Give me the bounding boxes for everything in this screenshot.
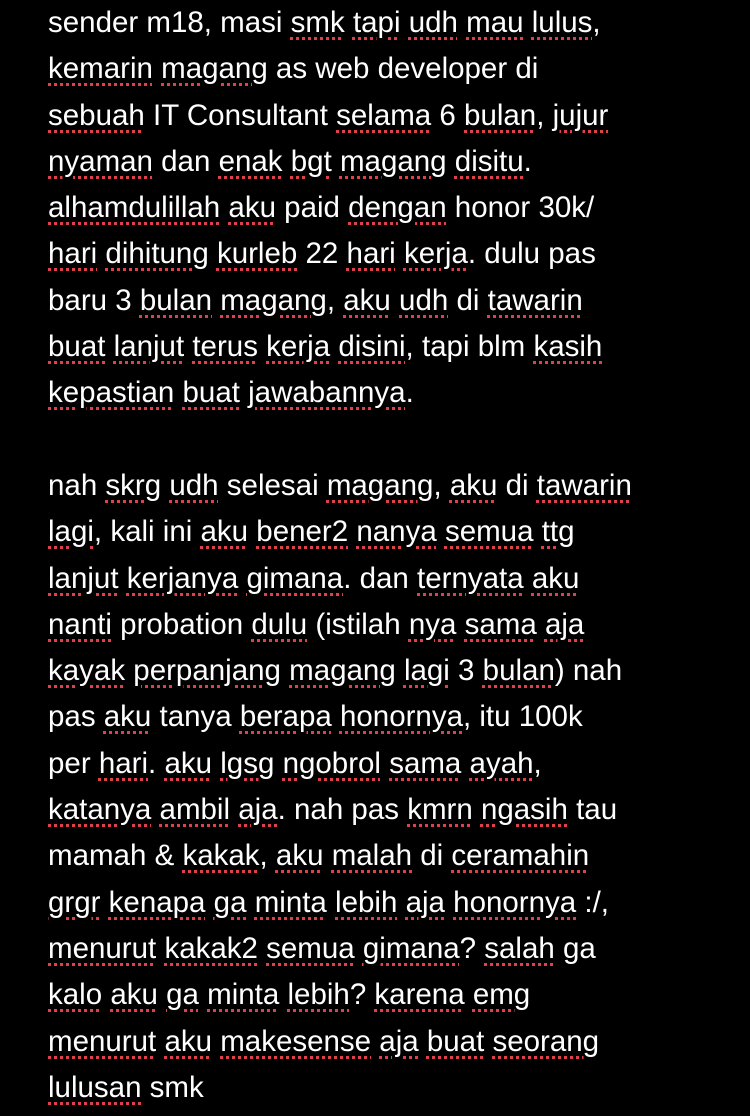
spellcheck-flagged-word: menurut xyxy=(48,1024,157,1058)
text-line xyxy=(48,139,728,185)
text-segment: per xyxy=(48,746,99,780)
spellcheck-flagged-word: minta xyxy=(254,885,327,919)
spellcheck-flagged-word: bgt xyxy=(290,144,332,178)
spellcheck-flagged-word: kalo xyxy=(48,978,103,1012)
spellcheck-flagged-word: bulan xyxy=(482,654,555,688)
spellcheck-flagged-word: kmrn xyxy=(407,793,473,827)
text-segment: . nah pas xyxy=(277,793,408,827)
spellcheck-flagged-word: lebih xyxy=(335,885,398,919)
text-segment: probation xyxy=(111,607,252,641)
text-segment: , xyxy=(433,468,450,502)
text-segment: 6 xyxy=(431,98,465,132)
spellcheck-flagged-word: emg xyxy=(472,978,531,1012)
text-segment xyxy=(100,886,108,919)
text-line xyxy=(48,46,728,92)
spellcheck-flagged-word: aku xyxy=(164,1024,213,1058)
text-segment xyxy=(283,145,291,178)
text-segment: ) nah xyxy=(554,654,623,688)
spellcheck-flagged-word: buat xyxy=(182,376,240,410)
spellcheck-flagged-word: kakak2 xyxy=(164,931,258,965)
spellcheck-flagged-word: berapa xyxy=(239,700,332,734)
text-line xyxy=(48,1019,728,1065)
spellcheck-flagged-word: kemarin xyxy=(48,52,153,86)
text-segment: smk xyxy=(141,1070,204,1104)
text-segment xyxy=(437,515,445,548)
spellcheck-flagged-word: aku xyxy=(110,978,158,1012)
text-segment xyxy=(396,654,404,687)
text-segment: ? xyxy=(459,931,485,965)
text-segment xyxy=(174,376,182,409)
text-segment: , kali ini xyxy=(93,515,201,549)
text-segment: . dulu pas xyxy=(467,237,596,271)
spellcheck-flagged-word: aja xyxy=(405,885,445,919)
spellcheck-flagged-word: tawarin xyxy=(536,468,632,502)
spellcheck-flagged-word: aku xyxy=(200,515,249,549)
spellcheck-flagged-word: lulus xyxy=(531,6,593,39)
text-line xyxy=(48,926,728,972)
spellcheck-flagged-word: perpanjang xyxy=(133,654,281,688)
text-segment xyxy=(105,330,113,363)
text-segment xyxy=(533,515,541,548)
text-segment: . xyxy=(405,376,414,410)
spellcheck-flagged-word: bulan xyxy=(139,283,213,317)
spellcheck-flagged-word: tapi xyxy=(352,6,401,39)
text-segment: 22 xyxy=(297,237,347,271)
text-segment xyxy=(524,562,532,595)
spellcheck-flagged-word: gimana xyxy=(362,931,460,965)
spellcheck-flagged-word: disitu xyxy=(454,144,524,178)
text-segment: . xyxy=(148,746,165,780)
spellcheck-flagged-word: sama xyxy=(464,607,537,641)
spellcheck-flagged-word: semua xyxy=(266,931,355,965)
spellcheck-flagged-word: aja xyxy=(544,607,585,641)
spellcheck-flagged-word: kenapa xyxy=(108,885,206,919)
text-segment: as web developer di xyxy=(267,52,539,86)
spellcheck-flagged-word: smk xyxy=(290,6,345,39)
text-segment: tanya xyxy=(151,700,240,734)
text-segment xyxy=(205,886,213,919)
text-segment: IT Consultant xyxy=(144,98,337,132)
spellcheck-flagged-word: alhamdulillah xyxy=(48,191,221,225)
spellcheck-flagged-word: dihitung xyxy=(105,237,209,271)
paragraph-gap xyxy=(48,417,728,463)
spellcheck-flagged-word: magang xyxy=(289,654,396,688)
spellcheck-flagged-word: lagi xyxy=(48,515,94,549)
spellcheck-flagged-word: terus xyxy=(192,330,258,364)
spellcheck-flagged-word: lgsg xyxy=(220,746,275,780)
text-line xyxy=(48,324,728,370)
text-line xyxy=(48,787,728,833)
text-segment xyxy=(445,886,453,919)
text-line xyxy=(48,231,728,277)
spellcheck-flagged-word: ceramahin xyxy=(451,839,590,873)
text-line xyxy=(48,556,728,602)
spellcheck-flagged-word: bulan xyxy=(464,98,537,132)
spellcheck-flagged-word: ngobrol xyxy=(282,746,381,780)
text-segment xyxy=(209,237,217,270)
spellcheck-flagged-word: magang xyxy=(326,468,434,502)
text-segment: mamah & xyxy=(48,839,183,873)
spellcheck-flagged-word: mau xyxy=(466,6,524,39)
note-text-area[interactable] xyxy=(48,0,728,1111)
note-paragraph-1 xyxy=(48,0,728,417)
spellcheck-flagged-word: hari xyxy=(48,237,98,271)
spellcheck-flagged-word: makesense xyxy=(220,1024,372,1058)
spellcheck-flagged-word: katanya xyxy=(48,793,152,827)
spellcheck-flagged-word: kasih xyxy=(533,330,603,364)
text-segment xyxy=(258,932,266,965)
spellcheck-flagged-word: lebih xyxy=(287,978,350,1012)
text-segment xyxy=(281,654,289,687)
text-segment: :/, xyxy=(576,885,609,919)
text-segment: , xyxy=(259,839,276,873)
text-segment xyxy=(419,1025,427,1058)
text-segment xyxy=(247,886,255,919)
text-line xyxy=(48,694,728,740)
text-segment: , xyxy=(326,283,344,317)
spellcheck-flagged-word: nyaman xyxy=(48,144,153,178)
text-segment xyxy=(230,793,238,826)
text-line xyxy=(48,463,728,509)
text-segment xyxy=(355,932,363,965)
spellcheck-flagged-word: grgr xyxy=(48,885,101,919)
text-segment xyxy=(461,747,469,780)
text-segment xyxy=(199,978,207,1011)
spellcheck-flagged-word: magang xyxy=(161,52,268,86)
text-segment xyxy=(332,700,340,733)
spellcheck-flagged-word: malah xyxy=(331,839,413,873)
spellcheck-flagged-word: skrg xyxy=(105,468,162,502)
text-segment xyxy=(240,376,248,409)
spellcheck-flagged-word: semua xyxy=(444,515,534,549)
text-segment xyxy=(158,978,166,1011)
spellcheck-flagged-word: dulu xyxy=(251,607,308,641)
spellcheck-flagged-word: kayak xyxy=(48,654,126,688)
spellcheck-flagged-word: bener2 xyxy=(256,515,349,549)
text-segment xyxy=(465,978,473,1011)
spellcheck-flagged-word: ternyata xyxy=(417,561,524,595)
spellcheck-flagged-word: ngasih xyxy=(480,793,568,827)
text-line xyxy=(48,278,728,324)
text-segment: di xyxy=(412,839,452,873)
spellcheck-flagged-word: menurut xyxy=(48,931,157,965)
text-segment: honor 30k/ xyxy=(446,191,595,225)
text-segment xyxy=(119,562,127,595)
spellcheck-flagged-word: enak xyxy=(218,144,283,178)
text-segment: nah xyxy=(48,468,106,502)
text-segment xyxy=(212,747,220,780)
text-segment xyxy=(456,608,464,641)
spellcheck-flagged-word: kerja xyxy=(266,330,331,364)
spellcheck-flagged-word: gimana xyxy=(246,561,344,595)
text-segment: ? xyxy=(349,978,375,1012)
text-segment: pas xyxy=(48,700,104,734)
text-segment xyxy=(524,6,532,39)
spellcheck-flagged-word: seorang xyxy=(492,1024,600,1058)
text-line xyxy=(48,972,728,1018)
spellcheck-flagged-word: sama xyxy=(389,746,462,780)
spellcheck-flagged-word: honornya xyxy=(339,700,463,734)
text-segment xyxy=(397,886,405,919)
text-segment xyxy=(401,6,409,39)
text-segment xyxy=(345,6,353,39)
text-segment: sender m18, masi xyxy=(48,6,291,39)
spellcheck-flagged-word: ga xyxy=(213,885,247,919)
text-line xyxy=(48,185,728,231)
spellcheck-flagged-word: kurleb xyxy=(216,237,298,271)
spellcheck-flagged-word: minta xyxy=(207,978,280,1012)
text-segment: paid xyxy=(275,191,349,225)
spellcheck-flagged-word: sebuah xyxy=(48,98,145,132)
spellcheck-flagged-word: udh xyxy=(408,6,458,39)
spellcheck-flagged-word: tawarin xyxy=(487,283,583,317)
spellcheck-flagged-word: kepastian xyxy=(48,376,175,410)
spellcheck-flagged-word: magang xyxy=(339,144,447,178)
text-segment xyxy=(274,747,282,780)
spellcheck-flagged-word: karena xyxy=(374,978,465,1012)
text-segment xyxy=(212,1025,220,1058)
spellcheck-flagged-word: aja xyxy=(238,793,278,827)
text-segment xyxy=(391,284,399,317)
text-segment: selesai xyxy=(218,468,327,502)
spellcheck-flagged-word: kakak xyxy=(182,839,260,873)
text-line xyxy=(48,1065,728,1111)
text-segment: baru 3 xyxy=(48,283,140,317)
spellcheck-flagged-word: lanjut xyxy=(113,330,185,364)
text-segment: ga xyxy=(554,931,596,965)
text-segment xyxy=(332,145,340,178)
text-line xyxy=(48,509,728,555)
spellcheck-flagged-word: ttg xyxy=(541,515,575,549)
text-segment: . dan xyxy=(343,561,418,595)
text-segment: , xyxy=(533,746,542,780)
text-segment xyxy=(396,237,404,270)
text-line xyxy=(48,0,728,46)
text-segment xyxy=(258,330,266,363)
text-segment xyxy=(324,839,332,872)
spellcheck-flagged-word: lulusan xyxy=(48,1070,142,1104)
spellcheck-flagged-word: aku xyxy=(228,191,276,225)
text-segment: , xyxy=(592,6,601,39)
text-segment xyxy=(458,6,466,39)
text-segment: , itu 100k xyxy=(462,700,583,734)
spellcheck-flagged-word: jujur xyxy=(552,98,609,132)
spellcheck-flagged-word: honornya xyxy=(453,885,577,919)
text-segment: di xyxy=(448,283,488,317)
text-segment xyxy=(473,793,481,826)
spellcheck-flagged-word: salah xyxy=(484,931,555,965)
spellcheck-flagged-word: magang xyxy=(220,283,327,317)
spellcheck-flagged-word: lanjut xyxy=(48,561,119,595)
text-segment xyxy=(153,52,161,85)
text-line xyxy=(48,602,728,648)
spellcheck-flagged-word: aku xyxy=(164,746,213,780)
spellcheck-flagged-word: kerja xyxy=(403,237,468,271)
spellcheck-flagged-word: udh xyxy=(399,283,449,317)
spellcheck-flagged-word: hari xyxy=(98,746,149,780)
spellcheck-flagged-word: nanti xyxy=(48,607,112,641)
spellcheck-flagged-word: dengan xyxy=(348,191,447,225)
text-segment: di xyxy=(497,468,537,502)
text-line xyxy=(48,833,728,879)
spellcheck-flagged-word: lagi xyxy=(403,654,450,688)
spellcheck-flagged-word: hari xyxy=(346,237,396,271)
text-line xyxy=(48,741,728,787)
text-line xyxy=(48,648,728,694)
spellcheck-flagged-word: aku xyxy=(449,468,498,502)
text-segment: 3 xyxy=(449,654,483,688)
spellcheck-flagged-word: udh xyxy=(169,468,219,502)
spellcheck-flagged-word: selama xyxy=(336,98,432,132)
spellcheck-flagged-word: nya xyxy=(408,607,457,641)
spellcheck-flagged-word: ga xyxy=(166,978,199,1012)
text-segment xyxy=(327,886,335,919)
spellcheck-flagged-word: aku xyxy=(103,700,152,734)
spellcheck-flagged-word: aja xyxy=(379,1024,419,1058)
text-segment: . xyxy=(523,144,532,178)
spellcheck-flagged-word: disini xyxy=(338,330,406,364)
text-segment xyxy=(537,608,545,641)
text-line xyxy=(48,880,728,926)
text-segment xyxy=(151,793,159,826)
spellcheck-flagged-word: aku xyxy=(275,839,324,873)
spellcheck-flagged-word: buat xyxy=(426,1024,485,1058)
spellcheck-flagged-word: nanya xyxy=(356,515,437,549)
spellcheck-flagged-word: jawabannya xyxy=(248,376,406,410)
spellcheck-flagged-word: kerjanya xyxy=(126,561,239,595)
spellcheck-flagged-word: aku xyxy=(531,561,580,595)
text-segment xyxy=(447,145,455,178)
note-paragraph-2 xyxy=(48,463,728,1111)
text-segment: , xyxy=(536,98,553,132)
text-line xyxy=(48,93,728,139)
text-segment xyxy=(381,747,389,780)
text-segment: dan xyxy=(152,144,219,178)
text-segment: , tapi blm xyxy=(405,330,534,364)
spellcheck-flagged-word: buat xyxy=(48,330,106,364)
text-segment xyxy=(212,284,220,317)
text-segment: tau xyxy=(567,793,618,827)
spellcheck-flagged-word: ayah xyxy=(469,746,534,780)
text-line xyxy=(48,370,728,416)
text-segment: (istilah xyxy=(307,607,409,641)
spellcheck-flagged-word: aku xyxy=(343,283,391,317)
spellcheck-flagged-word: ambil xyxy=(159,793,231,827)
